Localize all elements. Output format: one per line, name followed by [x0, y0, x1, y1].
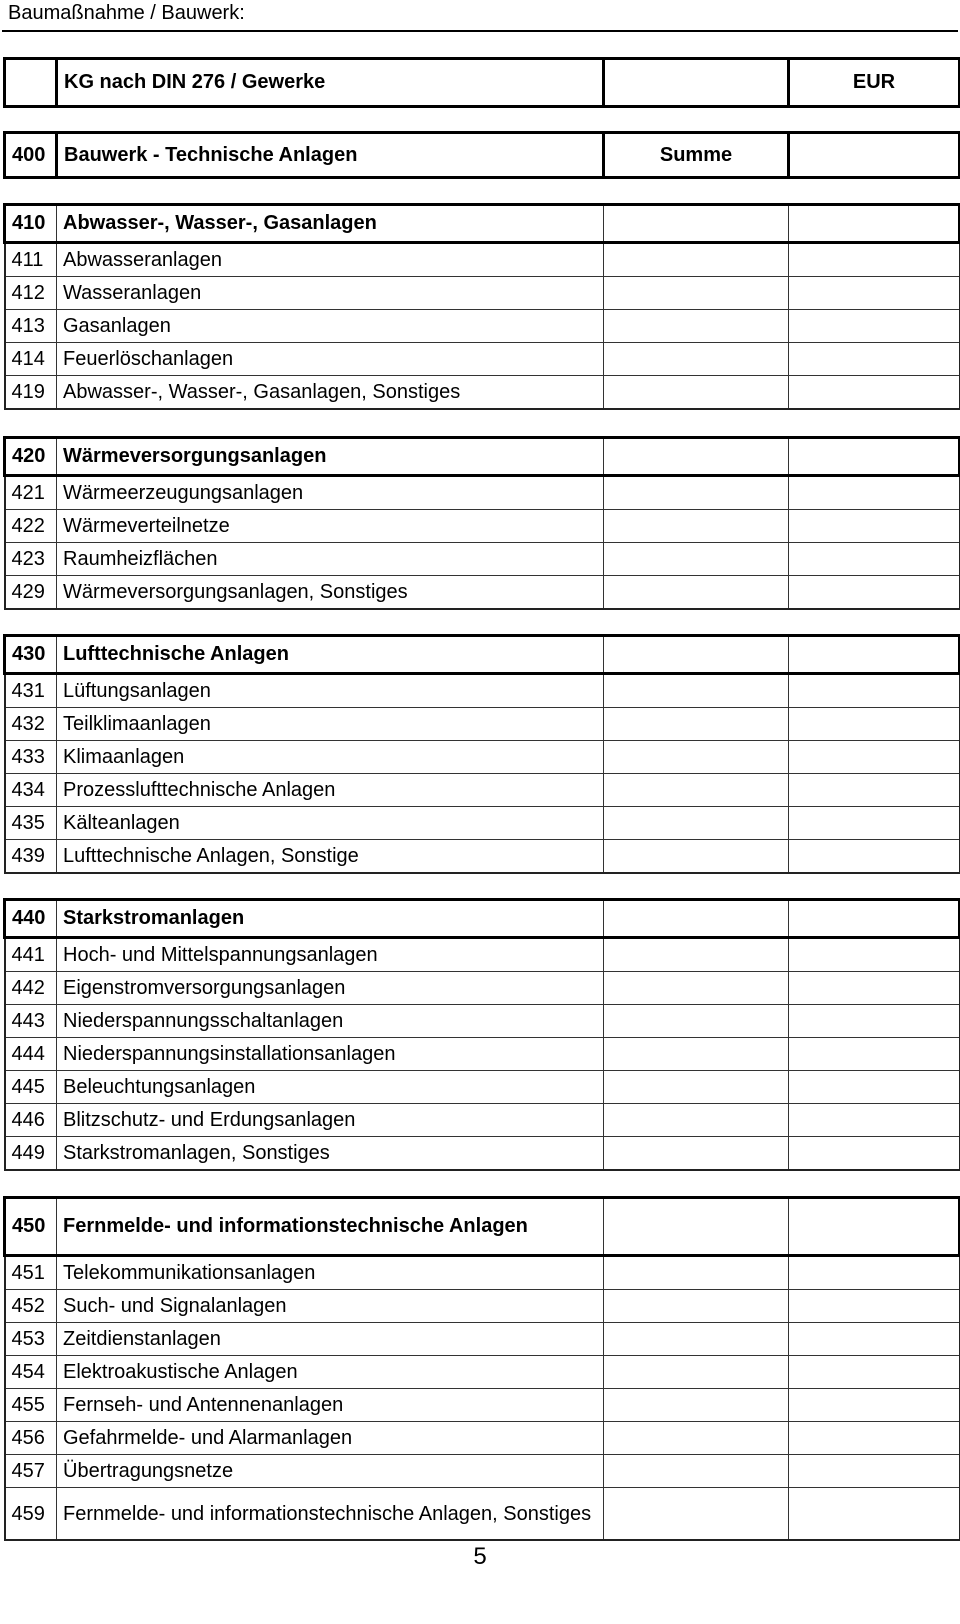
item-label: Fernseh- und Antennenanlagen [57, 1389, 604, 1422]
group-amount-field[interactable] [789, 1198, 960, 1256]
group-amount-field[interactable] [789, 438, 960, 476]
item-code: 442 [5, 972, 57, 1005]
table-row [5, 1455, 960, 1488]
item-label: Gefahrmelde- und Alarmanlagen [57, 1422, 604, 1455]
item-value-field[interactable] [604, 1389, 789, 1422]
item-label: Kälteanlagen [57, 807, 604, 840]
group-amount-field[interactable] [789, 636, 960, 674]
item-value-field[interactable] [604, 1455, 789, 1488]
item-code: 431 [5, 674, 57, 708]
group-value-field[interactable] [604, 205, 789, 243]
item-label: Zeitdienstanlagen [57, 1323, 604, 1356]
table-row [5, 741, 960, 774]
item-amount-field[interactable] [789, 1038, 960, 1071]
item-value-field[interactable] [604, 807, 789, 840]
item-label: Starkstromanlagen, Sonstiges [57, 1137, 604, 1171]
item-label: Such- und Signalanlagen [57, 1290, 604, 1323]
group-label: Abwasser-, Wasser-, Gasanlagen [57, 205, 604, 243]
header-rule [2, 30, 958, 32]
item-amount-field[interactable] [789, 1071, 960, 1104]
item-value-field[interactable] [604, 1005, 789, 1038]
item-label: Eigenstromversorgungsanlagen [57, 972, 604, 1005]
item-label: Abwasseranlagen [57, 243, 604, 277]
item-amount-field[interactable] [789, 972, 960, 1005]
item-label: Blitzschutz- und Erdungsanlagen [57, 1104, 604, 1137]
group-header-row [5, 900, 960, 938]
item-label: Prozesslufttechnische Anlagen [57, 774, 604, 807]
item-value-field[interactable] [604, 1323, 789, 1356]
item-amount-field[interactable] [789, 1256, 960, 1290]
table-row [5, 576, 960, 610]
item-value-field[interactable] [604, 1256, 789, 1290]
item-code: 446 [5, 1104, 57, 1137]
item-code: 439 [5, 840, 57, 874]
item-amount-field[interactable] [789, 576, 960, 610]
group-label: Lufttechnische Anlagen [57, 636, 604, 674]
item-amount-field[interactable] [789, 1488, 960, 1541]
item-code: 456 [5, 1422, 57, 1455]
item-label: Hoch- und Mittelspannungsanlagen [57, 938, 604, 972]
item-amount-field[interactable] [789, 807, 960, 840]
total-table [3, 131, 960, 179]
item-label: Teilklimaanlagen [57, 708, 604, 741]
cost-group-410 [3, 203, 960, 410]
item-label: Beleuchtungsanlagen [57, 1071, 604, 1104]
total-amount-field[interactable] [789, 133, 960, 178]
table-row [5, 1005, 960, 1038]
item-amount-field[interactable] [789, 741, 960, 774]
item-amount-field[interactable] [789, 674, 960, 708]
group-value-field[interactable] [604, 1198, 789, 1256]
table-row [5, 972, 960, 1005]
table-row [5, 840, 960, 874]
cost-group-430 [3, 634, 960, 874]
item-value-field[interactable] [604, 476, 789, 510]
item-value-field[interactable] [604, 1038, 789, 1071]
item-amount-field[interactable] [789, 1005, 960, 1038]
item-label: Abwasser-, Wasser-, Gasanlagen, Sonstiges [57, 376, 604, 410]
item-amount-field[interactable] [789, 1104, 960, 1137]
item-amount-field[interactable] [789, 1137, 960, 1171]
item-code: 432 [5, 708, 57, 741]
item-label: Feuerlöschanlagen [57, 343, 604, 376]
item-code: 413 [5, 310, 57, 343]
item-value-field[interactable] [604, 774, 789, 807]
item-amount-field[interactable] [789, 1455, 960, 1488]
kg-header-label: KG nach DIN 276 / Gewerke [57, 59, 604, 107]
currency-header: EUR [789, 59, 960, 107]
item-code: 452 [5, 1290, 57, 1323]
item-label: Niederspannungsschaltanlagen [57, 1005, 604, 1038]
item-amount-field[interactable] [789, 1290, 960, 1323]
item-code: 433 [5, 741, 57, 774]
item-code: 444 [5, 1038, 57, 1071]
table-row [5, 277, 960, 310]
item-amount-field[interactable] [789, 543, 960, 576]
item-label: Elektroakustische Anlagen [57, 1356, 604, 1389]
group-header-row [5, 1198, 960, 1256]
code-header-cell [5, 59, 57, 107]
group-value-field[interactable] [604, 636, 789, 674]
item-code: 422 [5, 510, 57, 543]
table-row [5, 1422, 960, 1455]
group-value-field[interactable] [604, 438, 789, 476]
item-label: Fernmelde- und informationstechnische Anlagen, Sonstiges [57, 1488, 604, 1541]
table-row [5, 1137, 960, 1171]
item-code: 421 [5, 476, 57, 510]
item-code: 451 [5, 1256, 57, 1290]
document-title: Baumaßnahme / Bauwerk: [8, 2, 245, 24]
group-label: Fernmelde- und informationstechnische Anlagen [57, 1198, 604, 1256]
cost-group-450 [3, 1196, 960, 1541]
item-code: 414 [5, 343, 57, 376]
table-row [5, 1323, 960, 1356]
table-row [5, 774, 960, 807]
table-row [5, 1488, 960, 1541]
total-code: 400 [5, 133, 57, 178]
item-label: Wärmeversorgungsanlagen, Sonstiges [57, 576, 604, 610]
item-code: 459 [5, 1488, 57, 1541]
item-label: Raumheizflächen [57, 543, 604, 576]
item-value-field[interactable] [604, 343, 789, 376]
item-code: 449 [5, 1137, 57, 1171]
table-row [5, 243, 960, 277]
item-code: 443 [5, 1005, 57, 1038]
item-code: 454 [5, 1356, 57, 1389]
group-code: 410 [5, 205, 57, 243]
group-label: Wärmeversorgungsanlagen [57, 438, 604, 476]
item-label: Übertragungsnetze [57, 1455, 604, 1488]
item-value-field[interactable] [604, 708, 789, 741]
item-value-field[interactable] [604, 277, 789, 310]
table-row [5, 938, 960, 972]
group-label: Starkstromanlagen [57, 900, 604, 938]
group-code: 450 [5, 1198, 57, 1256]
item-amount-field[interactable] [789, 243, 960, 277]
item-amount-field[interactable] [789, 1323, 960, 1356]
item-value-field[interactable] [604, 510, 789, 543]
item-value-field[interactable] [604, 674, 789, 708]
item-label: Wasseranlagen [57, 277, 604, 310]
group-code: 440 [5, 900, 57, 938]
item-amount-field[interactable] [789, 476, 960, 510]
item-amount-field[interactable] [789, 938, 960, 972]
item-code: 435 [5, 807, 57, 840]
item-amount-field[interactable] [789, 840, 960, 874]
item-value-field[interactable] [604, 1356, 789, 1389]
item-code: 419 [5, 376, 57, 410]
cost-group-440 [3, 898, 960, 1171]
group-value-field[interactable] [604, 900, 789, 938]
sum-label: Summe [604, 133, 789, 178]
table-row [5, 1389, 960, 1422]
total-label: Bauwerk - Technische Anlagen [57, 133, 604, 178]
group-amount-field[interactable] [789, 900, 960, 938]
item-amount-field[interactable] [789, 1356, 960, 1389]
item-code: 423 [5, 543, 57, 576]
item-label: Niederspannungsinstallationsanlagen [57, 1038, 604, 1071]
item-label: Wärmeverteilnetze [57, 510, 604, 543]
item-code: 412 [5, 277, 57, 310]
column-header-table [3, 57, 960, 108]
group-header-row [5, 636, 960, 674]
item-value-field[interactable] [604, 1290, 789, 1323]
item-value-field[interactable] [604, 543, 789, 576]
item-value-field[interactable] [604, 972, 789, 1005]
item-value-field[interactable] [604, 243, 789, 277]
table-row [5, 1356, 960, 1389]
item-value-field[interactable] [604, 1137, 789, 1171]
table-row [5, 510, 960, 543]
item-amount-field[interactable] [789, 310, 960, 343]
group-code: 430 [5, 636, 57, 674]
item-label: Klimaanlagen [57, 741, 604, 774]
group-header-row [5, 438, 960, 476]
table-row [5, 343, 960, 376]
table-row [5, 1290, 960, 1323]
item-code: 434 [5, 774, 57, 807]
item-label: Lufttechnische Anlagen, Sonstige [57, 840, 604, 874]
table-row [5, 1071, 960, 1104]
item-amount-field[interactable] [789, 1422, 960, 1455]
table-row [5, 1038, 960, 1071]
item-code: 411 [5, 243, 57, 277]
blank-header-cell [604, 59, 789, 107]
page-number: 5 [473, 1543, 487, 1570]
item-code: 445 [5, 1071, 57, 1104]
item-value-field[interactable] [604, 1071, 789, 1104]
table-row [5, 674, 960, 708]
item-amount-field[interactable] [789, 510, 960, 543]
table-row [5, 807, 960, 840]
item-value-field[interactable] [604, 1104, 789, 1137]
group-code: 420 [5, 438, 57, 476]
item-code: 441 [5, 938, 57, 972]
item-value-field[interactable] [604, 938, 789, 972]
group-header-row [5, 205, 960, 243]
item-code: 457 [5, 1455, 57, 1488]
item-value-field[interactable] [604, 576, 789, 610]
item-label: Telekommunikationsanlagen [57, 1256, 604, 1290]
table-row [5, 1104, 960, 1137]
item-label: Gasanlagen [57, 310, 604, 343]
item-label: Wärmeerzeugungsanlagen [57, 476, 604, 510]
item-value-field[interactable] [604, 840, 789, 874]
cost-group-420 [3, 436, 960, 610]
item-value-field[interactable] [604, 1488, 789, 1541]
item-amount-field[interactable] [789, 376, 960, 410]
item-value-field[interactable] [604, 1422, 789, 1455]
table-row [5, 708, 960, 741]
item-amount-field[interactable] [789, 343, 960, 376]
group-amount-field[interactable] [789, 205, 960, 243]
table-row [5, 376, 960, 410]
item-code: 429 [5, 576, 57, 610]
item-value-field[interactable] [604, 310, 789, 343]
item-value-field[interactable] [604, 741, 789, 774]
item-amount-field[interactable] [789, 1389, 960, 1422]
table-row [5, 1256, 960, 1290]
item-value-field[interactable] [604, 376, 789, 410]
table-row [5, 543, 960, 576]
table-row [5, 310, 960, 343]
item-amount-field[interactable] [789, 708, 960, 741]
table-row [5, 476, 960, 510]
item-code: 453 [5, 1323, 57, 1356]
item-code: 455 [5, 1389, 57, 1422]
item-amount-field[interactable] [789, 277, 960, 310]
item-amount-field[interactable] [789, 774, 960, 807]
item-label: Lüftungsanlagen [57, 674, 604, 708]
